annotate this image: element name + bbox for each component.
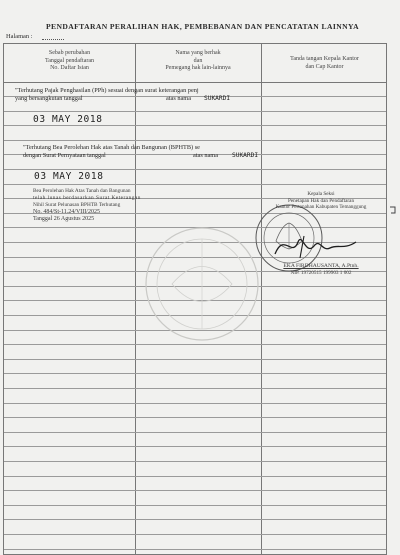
ruled-line [4,388,386,389]
bphtb-nama-handwritten: SUKARDI [232,152,259,159]
lunas-note-line5: Tanggal 26 Agustus 2025 [33,215,95,222]
column-divider-1 [135,44,136,554]
col1-line3: No. Daftar Isian [50,65,89,72]
ruled-line [4,505,386,506]
signature-block [262,191,380,211]
ruled-line [4,111,386,112]
ruled-line [4,184,386,185]
col-header-nama [135,50,261,73]
ruled-line [4,446,386,447]
lunas-note-line4: No. 484/St-11.24/VIII/2025 [33,208,100,215]
lunas-note-line3: Nihil Surat Pelunasan BPHTB Terhutang [33,201,121,208]
ruled-line [4,125,386,126]
col-header-tanda-tangan [261,56,388,71]
col2-line2: dan [193,57,203,64]
lunas-note-line1: Bea Perolehan Hak Atas Tanah dan Bangunan [33,188,131,194]
ruled-line [4,344,386,345]
ruled-line [4,461,386,462]
ruled-line [4,359,386,360]
signatory-nip: NIP. 19720515 199903 1 002 [290,269,352,276]
col1-line2: Tanggal pendaftaran [44,57,95,64]
col2-line1: Nama yang berhak [175,50,221,56]
header-divider [4,82,386,83]
col-header-sebab [4,50,135,73]
ruled-line [4,549,386,550]
signature-department: Penetapan Hak dan Pendaftaran [287,197,355,204]
pph-atas-nama-label: atas nama [166,95,191,102]
ruled-line [4,476,386,477]
bphtb-atas-nama-label: atas nama [193,152,218,159]
signatory [262,263,380,276]
lunas-note-line2: telah lunas berdasarkan Surat Keterangan [33,194,141,201]
halaman-label: Halaman : [6,33,33,40]
ruled-line [4,534,386,535]
ruled-line [4,169,386,170]
ruled-line [4,519,386,520]
staple-mark-icon [389,205,397,215]
watermark-seal-icon [142,224,262,344]
pph-entry-line2: yang bersangkutan tanggal [15,95,83,102]
ruled-line [4,373,386,374]
bphtb-entry-line1: "Terhutang Bea Perolehan Hak atas Tanah dan Bangunan (BPHTB) se [23,144,200,151]
signatory-name: EKA FIRDHAUSANTA, A.Ptnh. [283,263,359,269]
bphtb-entry-line2: dengan Surat Pernyataan tanggal [23,152,106,159]
col3-line2: dan Cap Kantor [305,63,344,70]
lunas-note [33,188,141,223]
ruled-line [4,403,386,404]
bphtb-date-stamp: 03 MAY 2018 [34,171,104,182]
page-title: PENDAFTARAN PERALIHAN HAK, PEMBEBANAN DAN PENCATATAN LAINNYA [45,22,360,31]
pph-date-stamp: 03 MAY 2018 [33,114,103,125]
signature-office: Kantor Pertanahan Kabupaten Temanggung [275,204,367,211]
ruled-line [4,417,386,418]
signature-scribble-icon [270,228,365,262]
ruled-line [4,432,386,433]
col1-line1: Sebab perubahan [48,50,91,56]
col3-line1: Tanda tangan Kepala Kantor [290,56,359,62]
pph-nama-handwritten: SUKARDI [204,95,231,102]
ruled-line [4,490,386,491]
ruled-line [4,140,386,141]
pph-entry-line1: "Terhutang Pajak Penghasilan (PPh) sesuai dengan surat keterangan penj [15,87,199,94]
halaman-dotted-line [42,39,64,40]
signature-position: Kepala Seksi [307,191,335,197]
col2-line3: Pemegang hak lain-lainnya [165,65,231,72]
